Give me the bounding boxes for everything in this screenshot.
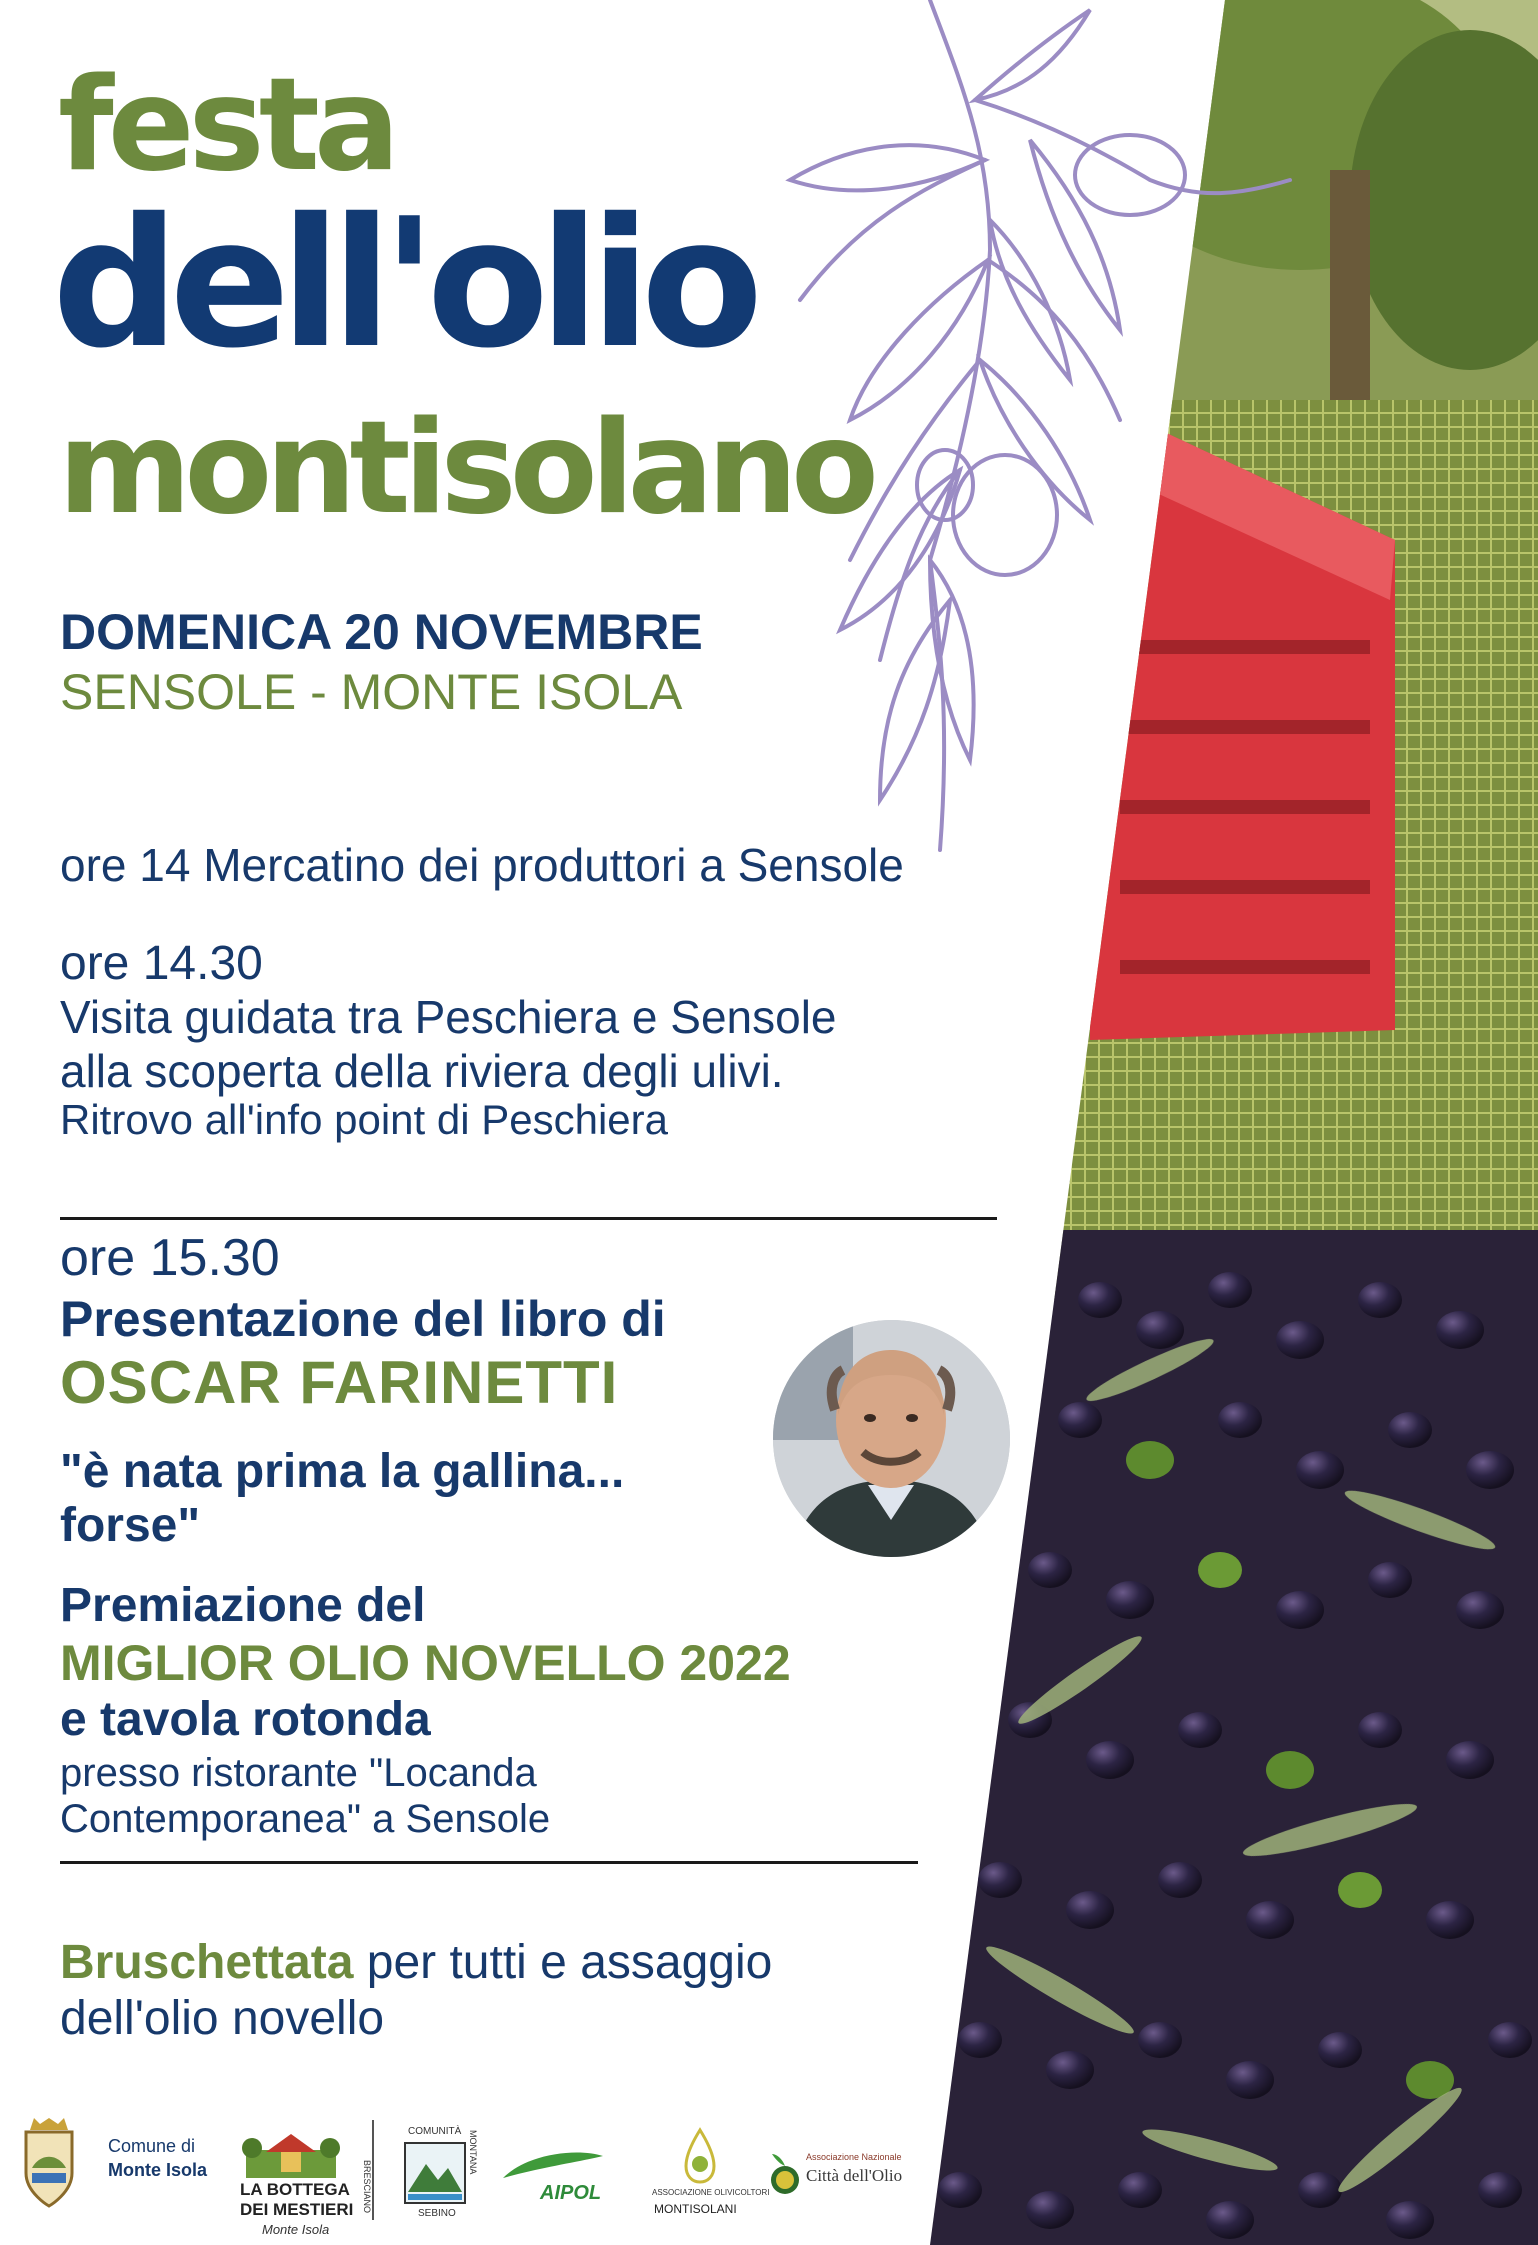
aipol-label: AIPOL xyxy=(540,2182,602,2204)
comunita-top: COMUNITÀ xyxy=(408,2126,462,2137)
program-item-market: ore 14 Mercatino dei produttori a Sensole xyxy=(60,839,904,891)
sponsor-logos xyxy=(0,2100,940,2245)
bruschettata-highlight: Bruschettata xyxy=(60,1936,354,1989)
program-time-1530: ore 15.30 xyxy=(60,1229,280,1287)
program-guided-tour xyxy=(60,990,837,1098)
title-dell-olio: dell'olio xyxy=(52,180,754,387)
bottega-line2: DEI MESTIERI xyxy=(240,2200,354,2219)
book-presentation-title: Presentazione del libro di xyxy=(60,1291,666,1347)
event-date: DOMENICA 20 NOVEMBRE xyxy=(60,604,703,660)
title-montisolano: montisolano xyxy=(58,394,872,543)
divider-bottom xyxy=(60,1861,918,1864)
logo-separator xyxy=(372,2120,374,2220)
award-title: Premiazione del xyxy=(60,1579,426,1632)
closing-line1-rest: per tutti e assaggio xyxy=(353,1936,773,1989)
bottega-house-icon xyxy=(236,2130,346,2178)
guided-tour-line2: alla scoperta della riviera degli ulivi. xyxy=(60,1045,784,1097)
bottega-sub: Monte Isola xyxy=(262,2222,330,2237)
author-portrait xyxy=(773,1320,1010,1557)
event-place: SENSOLE - MONTE ISOLA xyxy=(60,664,683,720)
olive-drop-icon xyxy=(680,2126,720,2186)
round-table-title: e tavola rotonda xyxy=(60,1693,431,1746)
venue-line2: Contemporanea" a Sensole xyxy=(60,1797,551,1841)
citta-name: Città dell'Olio xyxy=(806,2166,903,2185)
book-title xyxy=(60,1445,624,1553)
assoc-name: MONTISOLANI xyxy=(654,2202,737,2216)
comune-crest-icon xyxy=(20,2118,78,2210)
assoc-label: ASSOCIAZIONE OLIVICOLTORI xyxy=(652,2188,770,2197)
comunita-bottom: SEBINO xyxy=(418,2208,456,2219)
book-title-line2: forse" xyxy=(60,1499,201,1552)
guided-tour-line1: Visita guidata tra Peschiera e Sensole xyxy=(60,991,837,1043)
program-time-1430: ore 14.30 xyxy=(60,937,263,990)
title-festa: festa xyxy=(58,51,395,200)
comunita-left: BRESCIANO xyxy=(362,2160,372,2214)
comunita-right: MONTANA xyxy=(468,2130,478,2175)
closing-line2: dell'olio novello xyxy=(60,1992,385,2045)
citta-label: Associazione Nazionale xyxy=(806,2152,902,2162)
author-name: OSCAR FARINETTI xyxy=(60,1349,619,1416)
award-name: MIGLIOR OLIO NOVELLO 2022 xyxy=(60,1635,791,1691)
comune-label: Comune di xyxy=(108,2136,196,2156)
guided-tour-meeting-point: Ritrovo all'info point di Peschiera xyxy=(60,1096,668,1143)
book-title-line1: "è nata prima la gallina... xyxy=(60,1445,625,1498)
venue xyxy=(60,1750,550,1842)
comune-name: Monte Isola xyxy=(108,2160,208,2180)
citta-olio-icon xyxy=(768,2150,802,2200)
bottega-line1: LA BOTTEGA xyxy=(240,2180,350,2199)
divider-top xyxy=(60,1217,997,1220)
venue-line1: presso ristorante "Locanda xyxy=(60,1751,537,1795)
comunita-montana-icon xyxy=(404,2142,466,2204)
closing-note xyxy=(60,1935,772,2047)
